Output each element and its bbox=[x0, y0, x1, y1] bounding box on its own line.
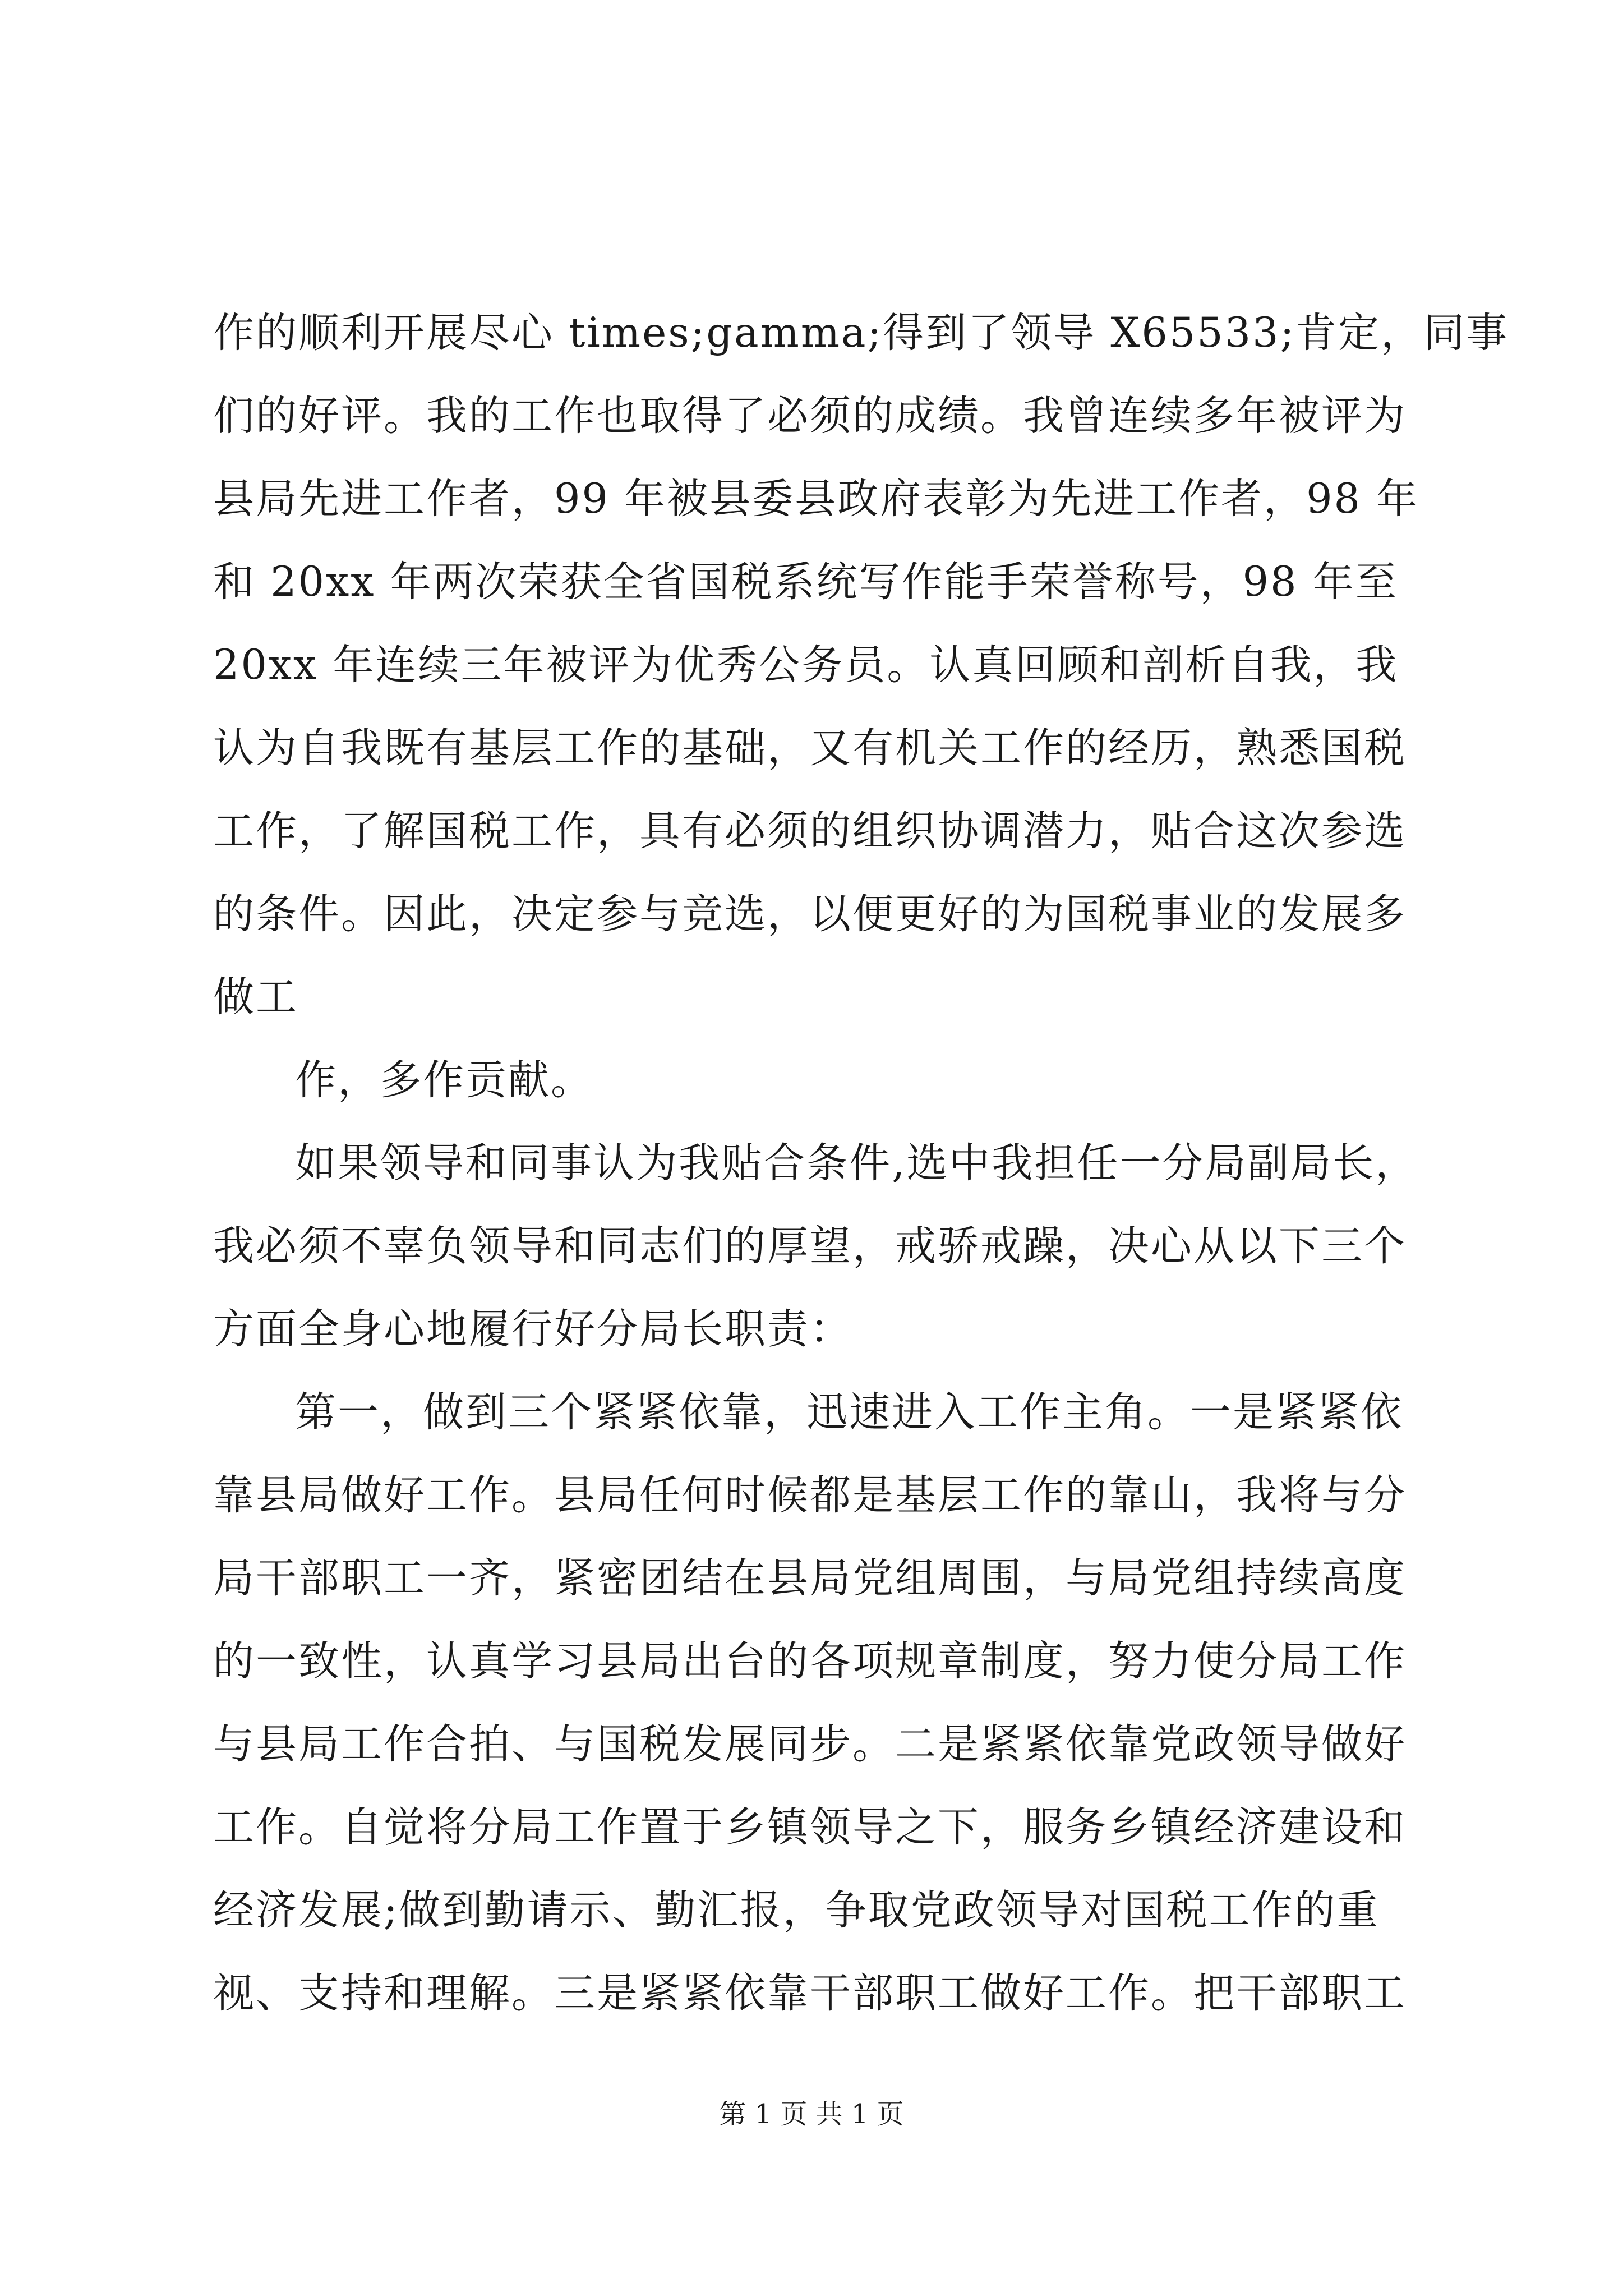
text-line: 作的顺利开展尽心 times;gamma;得到了领导 X65533;肯定，同事 bbox=[213, 309, 1509, 357]
text-line: 工作。自觉将分局工作置于乡镇领导之下，服务乡镇经济建设和 bbox=[213, 1803, 1407, 1851]
text-line: 我必须不辜负领导和同志们的厚望，戒骄戒躁，决心从以下三个 bbox=[213, 1222, 1407, 1270]
text-line: 认为自我既有基层工作的基础，又有机关工作的经历，熟悉国税 bbox=[213, 724, 1407, 772]
text-line: 与县局工作合拍、与国税发展同步。二是紧紧依靠党政领导做好 bbox=[213, 1720, 1407, 1768]
text-line: 20xx 年连续三年被评为优秀公务员。认真回顾和剖析自我，我 bbox=[213, 641, 1399, 689]
text-line: 第一，做到三个紧紧依靠，迅速进入工作主角。一是紧紧依 bbox=[295, 1388, 1403, 1436]
text-line: 经济发展;做到勤请示、勤汇报，争取党政领导对国税工作的重 bbox=[213, 1887, 1380, 1934]
text-line: 县局先进工作者，99 年被县委县政府表彰为先进工作者，98 年 bbox=[213, 475, 1419, 523]
text-line: 们的好评。我的工作也取得了必须的成绩。我曾连续多年被评为 bbox=[213, 392, 1407, 440]
text-line: 如果领导和同事认为我贴合条件,选中我担任一分局副局长， bbox=[295, 1139, 1418, 1187]
text-line: 工作，了解国税工作，具有必须的组织协调潜力，贴合这次参选 bbox=[213, 807, 1407, 855]
page-footer: 第 1 页 共 1 页 bbox=[719, 2099, 904, 2130]
text-line: 做工 bbox=[213, 973, 298, 1021]
text-line: 的一致性，认真学习县局出台的各项规章制度，努力使分局工作 bbox=[213, 1637, 1407, 1685]
document-body bbox=[213, 292, 1509, 2035]
text-line: 作，多作贡献。 bbox=[295, 1056, 593, 1104]
text-line: 靠县局做好工作。县局任何时候都是基层工作的靠山，我将与分 bbox=[213, 1471, 1407, 1519]
text-line: 的条件。因此，决定参与竞选，以便更好的为国税事业的发展多 bbox=[213, 890, 1407, 938]
text-line: 和 20xx 年两次荣获全省国税系统写作能手荣誉称号，98 年至 bbox=[213, 558, 1398, 606]
text-line: 方面全身心地履行好分局长职责： bbox=[213, 1305, 852, 1353]
text-line: 局干部职工一齐，紧密团结在县局党组周围，与局党组持续高度 bbox=[213, 1554, 1407, 1602]
text-line: 视、支持和理解。三是紧紧依靠干部职工做好工作。把干部职工 bbox=[213, 1970, 1407, 2017]
